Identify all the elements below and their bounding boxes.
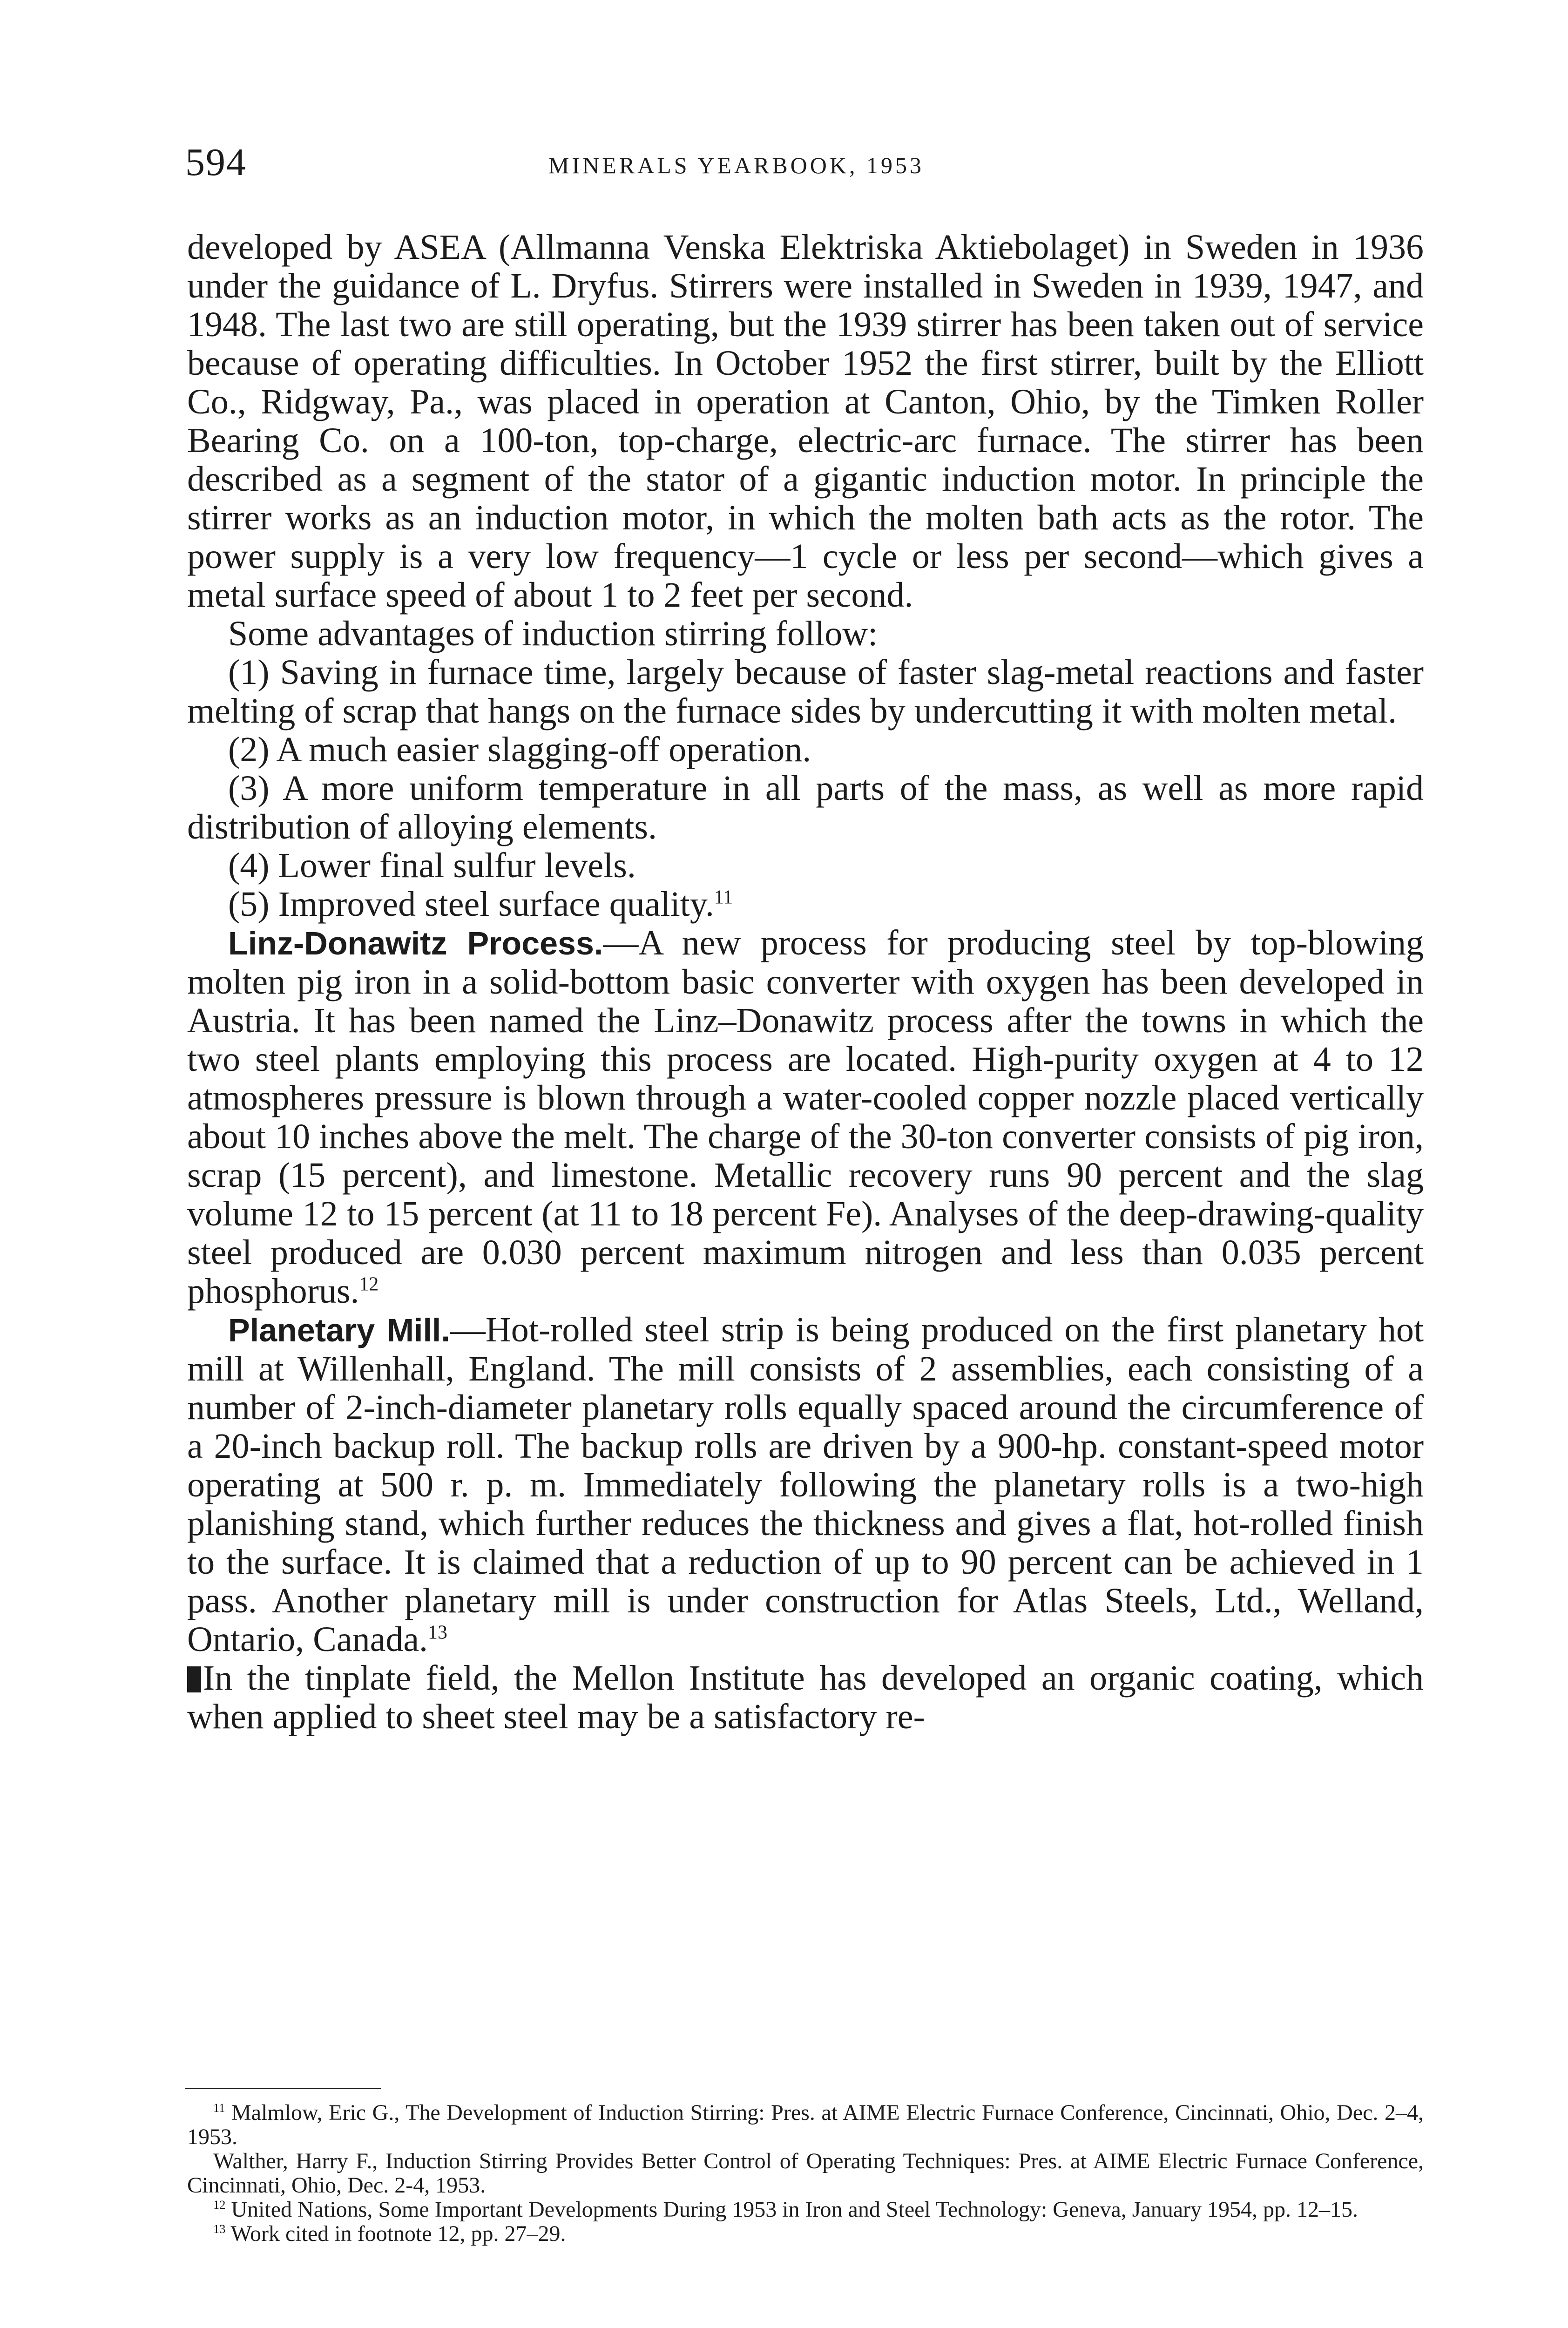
- list-item-2: (2) A much easier slagging-off operation.: [228, 730, 811, 769]
- paragraph-tinplate: [187, 1659, 1424, 1736]
- footnote-ref-12: 12: [359, 1273, 379, 1295]
- list-item-5-text: (5) Improved steel surface quality.: [228, 885, 714, 924]
- paragraph-linz-donawitz: [187, 924, 1424, 1311]
- running-title: MINERALS YEARBOOK, 1953: [548, 152, 924, 178]
- footnote-12: [187, 2198, 1424, 2222]
- list-item-5: [187, 885, 1424, 924]
- footnote-number-12: 12: [213, 2198, 226, 2212]
- paragraph-planetary-mill: [187, 1311, 1424, 1659]
- paragraph-advantages-intro: Some advantages of induction stirring follow:: [228, 614, 878, 653]
- list-item-1: (1) Saving in furnace time, largely because of faster slag-metal reactions and faster melting of scrap that hangs on the furnace sides by undercutting it with molten metal.: [187, 653, 1424, 731]
- footnotes: [187, 2101, 1424, 2246]
- list-item-3: (3) A more uniform temperature in all parts of the mass, as well as more rapid distribution of alloying elements.: [187, 769, 1424, 846]
- body-text: [187, 228, 1424, 1736]
- footnote-11-text-a: Malmlow, Eric G., The Development of Induction Stirring: Pres. at AIME Electric Furnace Conference, Cincinnati, Ohio, Dec. 2–4, 1953.: [187, 2100, 1424, 2149]
- page-number: 594: [185, 141, 247, 184]
- footnote-ref-13: 13: [428, 1622, 447, 1644]
- running-head: [185, 140, 1424, 191]
- footnote-13: [187, 2222, 1424, 2246]
- paragraph-marker-icon: [187, 1666, 201, 1692]
- section-heading-planetary-mill: Planetary Mill.: [228, 1312, 450, 1348]
- footnote-11-text-b: Walther, Harry F., Induction Stirring Provides Better Control of Operating Techniques: Pres. at AIME Electric Furnace Conference, Cincinnati, Ohio, Dec. 2-4, 1953.: [187, 2149, 1424, 2198]
- footnote-12-text: United Nations, Some Important Developments During 1953 in Iron and Steel Technology: Geneva, January 1954, pp. 12–15.: [231, 2197, 1358, 2222]
- paragraph-stirrer-history: developed by ASEA (Allmanna Venska Elektriska Aktiebolaget) in Sweden in 1936 under the guidance of L. Dryfus. Stirrers were installed in Sweden in 1939, 1947, and 1948. The last two are still operating, but the 1939 stirrer has been taken out of service because of operating difficulties. In October 1952 the first stirrer, built by the Elliott Co., Ridgway, Pa., was placed in operation at Canton, Ohio, by the Timken Roller Bearing Co. on a 100-ton, top-charge, electric-arc furnace. The stirrer has been described as a segment of the stator of a gigantic induction motor. In principle the stirrer works as an induction motor, in which the molten bath acts as the rotor. The power supply is a very low frequency—1 cycle or less per second—which gives a metal surface speed of about 1 to 2 feet per second.: [187, 228, 1424, 615]
- footnote-13-text: Work cited in footnote 12, pp. 27–29.: [230, 2221, 566, 2246]
- footnote-divider: [185, 2088, 381, 2089]
- tinplate-text: In the tinplate field, the Mellon Institute has developed an organic coating, which when applied to sheet steel may be a satisfactory re-: [187, 1658, 1424, 1736]
- footnote-11: [187, 2101, 1424, 2149]
- section-heading-linz-donawitz: Linz-Donawitz Process.: [228, 925, 603, 961]
- list-item-4: (4) Lower final sulfur levels.: [228, 846, 636, 885]
- footnote-number-11: 11: [213, 2101, 225, 2115]
- planetary-mill-text: —Hot-rolled steel strip is being produced on the first planetary hot mill at Willenhall, England. The mill consists of 2 assemblies, each consisting of a number of 2-inch-diameter planetary rolls equally spaced around the circumference of a 20-inch backup roll. The backup rolls are driven by a 900-hp. constant-speed motor operating at 500 r. p. m. Immediately following the planetary rolls is a two-high planishing stand, which further reduces the thickness and gives a flat, hot-rolled finish to the surface. It is claimed that a reduction of up to 90 percent can be achieved in 1 pass. Another planetary mill is under construction for Atlas Steels, Ltd., Welland, Ontario, Canada.: [187, 1310, 1424, 1659]
- footnote-11-continued: [187, 2149, 1424, 2198]
- footnote-number-13: 13: [213, 2222, 226, 2236]
- linz-donawitz-text: —A new process for producing steel by top-blowing molten pig iron in a solid-bottom basic converter with oxygen has been developed in Austria. It has been named the Linz–Donawitz process after the towns in which the two steel plants employing this process are located. High-purity oxygen at 4 to 12 atmospheres pressure is blown through a water-cooled copper nozzle placed vertically about 10 inches above the melt. The charge of the 30-ton converter consists of pig iron, scrap (15 percent), and limestone. Metallic recovery runs 90 percent and the slag volume 12 to 15 percent (at 11 to 18 percent Fe). Analyses of the deep-drawing-quality steel produced are 0.030 percent maximum nitrogen and less than 0.035 percent phosphorus.: [187, 923, 1424, 1311]
- footnote-ref-11: 11: [714, 887, 733, 908]
